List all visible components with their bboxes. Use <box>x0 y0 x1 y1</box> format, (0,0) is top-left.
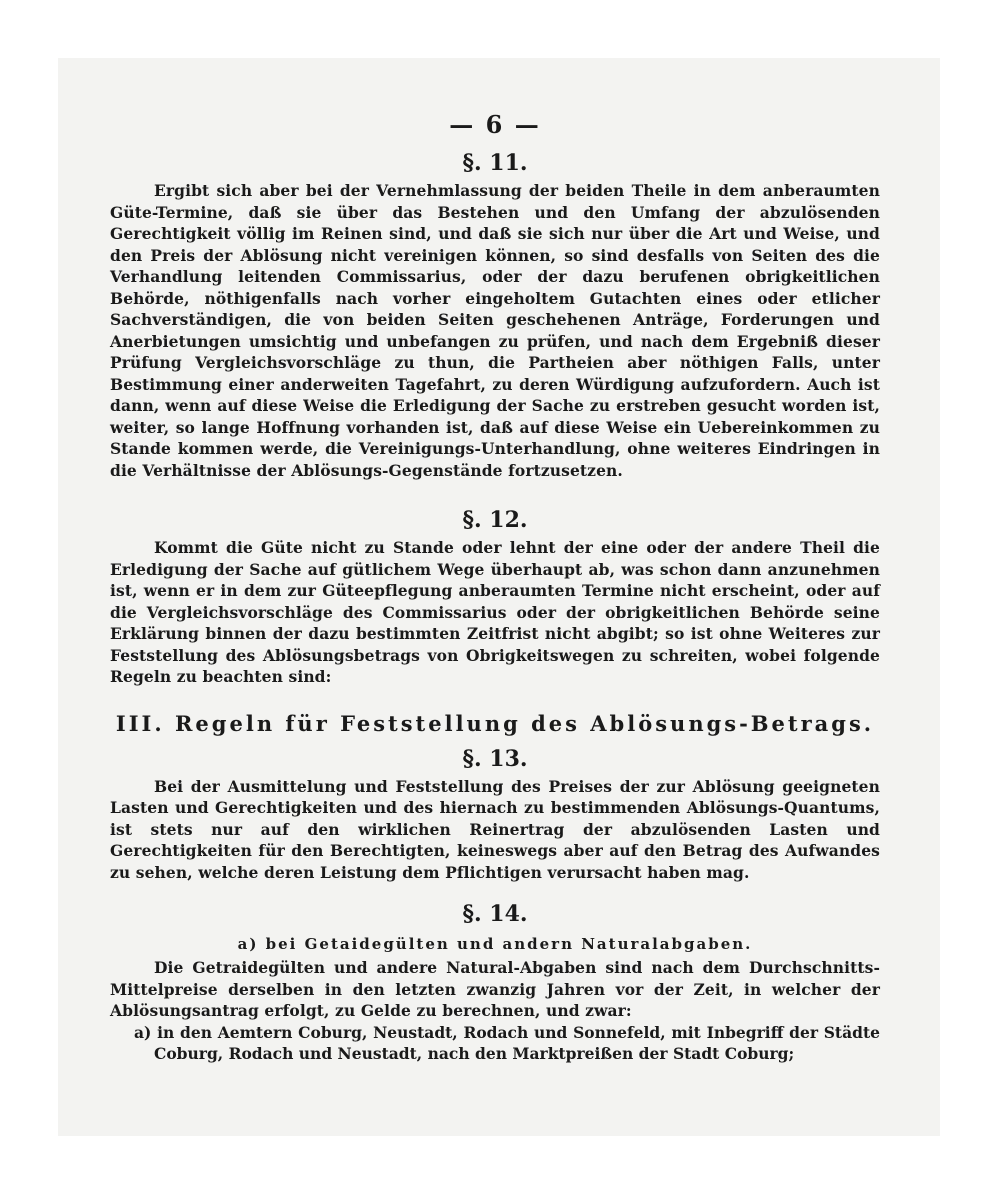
page-number: — 6 — <box>449 110 541 139</box>
section-13-heading: §. 13. <box>462 745 528 772</box>
section-11-text: Ergibt sich aber bei der Vernehmlassung der beiden Theile in dem anberaumten Güte-Termine, daß sie über das Bestehen und den Umfang der abzulösenden Gerechtigkeit völlig im Reinen sind, und daß sie sich nur über die Art und Weise, und den Preis der Ablösung nicht vereinigen können, so sind desfalls von Seiten des die Verhandlung leitenden Commissarius, oder der dazu berufenen obrigkeitlichen Behörde, nöthigenfalls nach vorher eingeholtem Gutachten eines oder etlicher Sachverständigen, die von beiden Seiten geschehenen Anträge, Forderungen und Anerbietungen umsichtig und unbefangen zu prüfen, und nach dem Ergebniß dieser Prüfung Vergleichsvorschläge zu thun, die Partheien aber nöthigen Falls, unter Bestimmung einer anderweiten Tagefahrt, zu deren Würdigung aufzufordern. Auch ist dann, wenn auf diese Weise die Erledigung der Sache zu erstreben gesucht worden ist, weiter, so lange Hoffnung vorhanden ist, daß auf diese Weise ein Uebereinkommen zu Stande kommen werde, die Vereinigungs-Unterhandlung, ohne weiteres Eindringen in die Verhältnisse der Ablösungs-Gegenstände fortzusetzen. <box>110 181 880 480</box>
section-14-text: Die Getraidegülten und andere Natural-Abgaben sind nach dem Durchschnitts-Mittelpreise derselben in den letzten zwanzig Jahren vor der Zeit, in welcher der Ablösungsantrag erfolgt, zu Gelde zu berechnen, und zwar: <box>110 958 880 1020</box>
section-11-heading: §. 11. <box>462 150 528 176</box>
section-12-heading: §. 12. <box>462 507 528 533</box>
document-page <box>110 108 880 1065</box>
section-14-heading: §. 14. <box>462 901 528 927</box>
section-13-text: Bei der Ausmittelung und Feststellung des Preises der zur Ablösung geeigneten Lasten und Gerechtigkeiten und des hiernach zu bestimmenden Ablösungs-Quantums, ist stets nur auf den wirklichen Reinertrag der abzulösenden Lasten und Gerechtigkeiten für den Berechtigten, keineswegs aber auf den Betrag des Aufwandes zu sehen, welche deren Leistung dem Pflichtigen verursacht haben mag. <box>110 776 880 882</box>
section-14-subheading: a) bei Getaidegülten und andern Naturalabgaben. <box>237 935 753 953</box>
section-14-item-a: a) in den Aemtern Coburg, Neustadt, Rodach und Sonnefeld, mit Inbegriff der Städte Coburg, Rodach und Neustadt, nach den Marktpreißen der Stadt Coburg; <box>134 1022 880 1063</box>
section-12-text: Kommt die Güte nicht zu Stande oder lehnt der eine oder der andere Theil die Erledigung der Sache auf gütlichem Wege überhaupt ab, was schon dann anzunehmen ist, wenn er in dem zur Güteepflegung anberaumten Termine nicht erscheint, oder auf die Vergleichsvorschläge des Commissarius oder der obrigkeitlichen Behörde seine Erklärung binnen der dazu bestimmten Zeitfrist nicht abgibt; so ist ohne Weiteres zur Feststellung des Ablösungsbetrags von Obrigkeitswegen zu schreiten, wobei folgende Regeln zu beachten sind: <box>110 538 880 686</box>
chapter-3-heading: III. Regeln für Feststellung des Ablösungs-Betrags. <box>115 710 875 736</box>
